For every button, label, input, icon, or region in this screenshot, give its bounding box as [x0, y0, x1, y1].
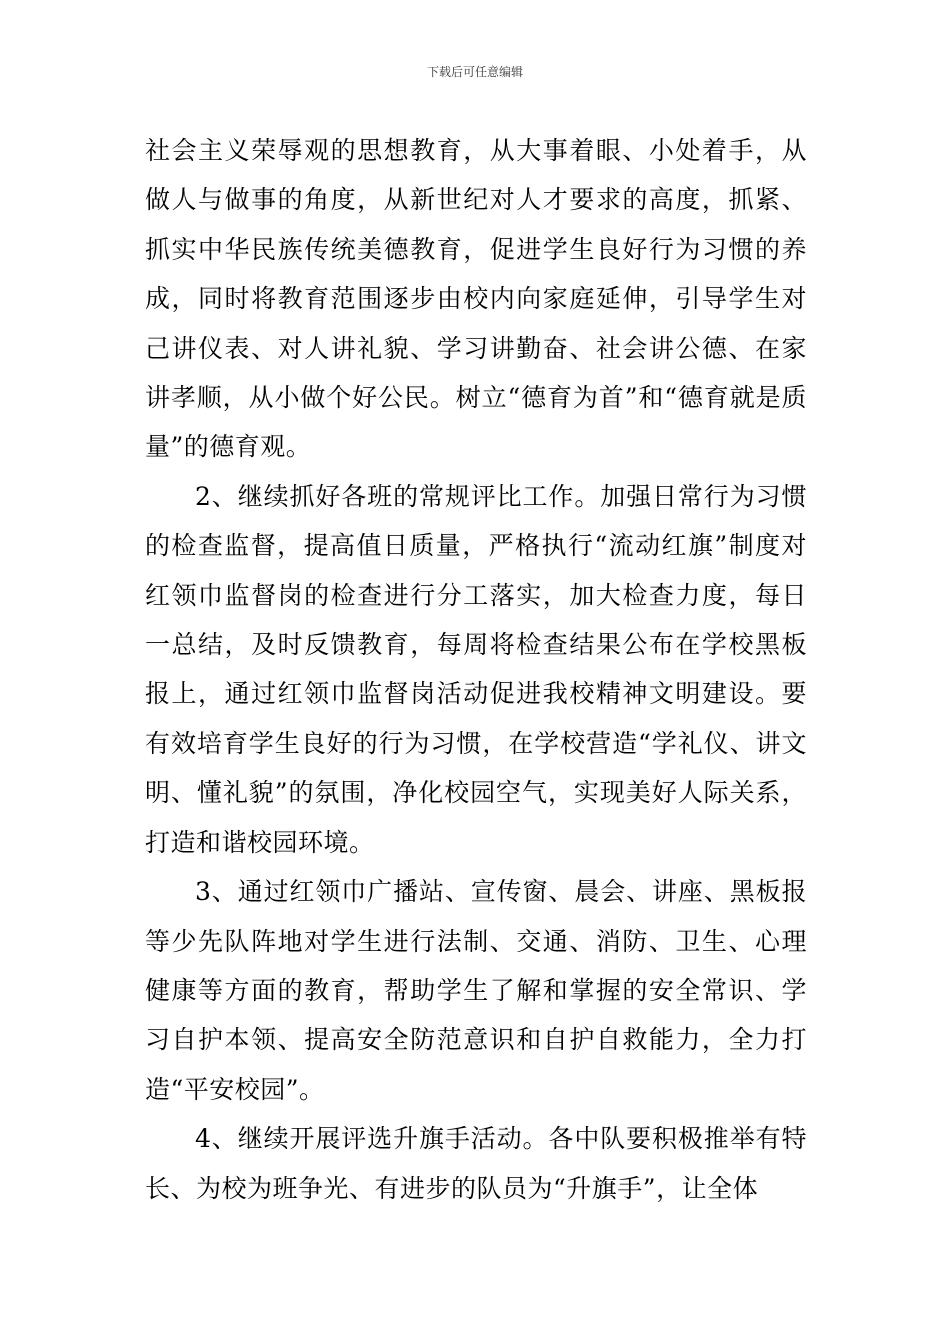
paragraph-4: 4、继续开展评选升旗手活动。各中队要积极推举有特长、为校为班争光、有进步的队员为“升旗手”，让全体	[145, 1124, 807, 1203]
page-header-note: 下载后可任意编辑	[426, 65, 523, 79]
document-body	[145, 126, 807, 1213]
paragraph-3: 3、通过红领巾广播站、宣传窗、晨会、讲座、黑板报等少先队阵地对学生进行法制、交通、消防、卫生、心理健康等方面的教育，帮助学生了解和掌握的安全常识、学习自护本领、提高安全防范意识和自护自救能力，全力打造“平安校园”。	[145, 877, 807, 1104]
paragraph-2: 2、继续抓好各班的常规评比工作。加强日常行为习惯的检查监督，提高值日质量，严格执行“流动红旗”制度对红领巾监督岗的检查进行分工落实，加大检查力度，每日一总结，及时反馈教育，每周将检查结果公布在学校黑板报上，通过红领巾监督岗活动促进我校精神文明建设。要有效培育学生良好的行为习惯，在学校营造“学礼仪、讲文明、懂礼貌”的氛围，净化校园空气，实现美好人际关系，打造和谐校园环境。	[145, 481, 807, 857]
paragraph-1: 社会主义荣辱观的思想教育，从大事着眼、小处着手，从做人与做事的角度，从新世纪对人才要求的高度，抓紧、抓实中华民族传统美德教育，促进学生良好行为习惯的养成，同时将教育范围逐步由校内向家庭延伸，引导学生对己讲仪表、对人讲礼貌、学习讲勤奋、社会讲公德、在家讲孝顺，从小做个好公民。树立“德育为首”和“德育就是质量”的德育观。	[145, 136, 807, 462]
